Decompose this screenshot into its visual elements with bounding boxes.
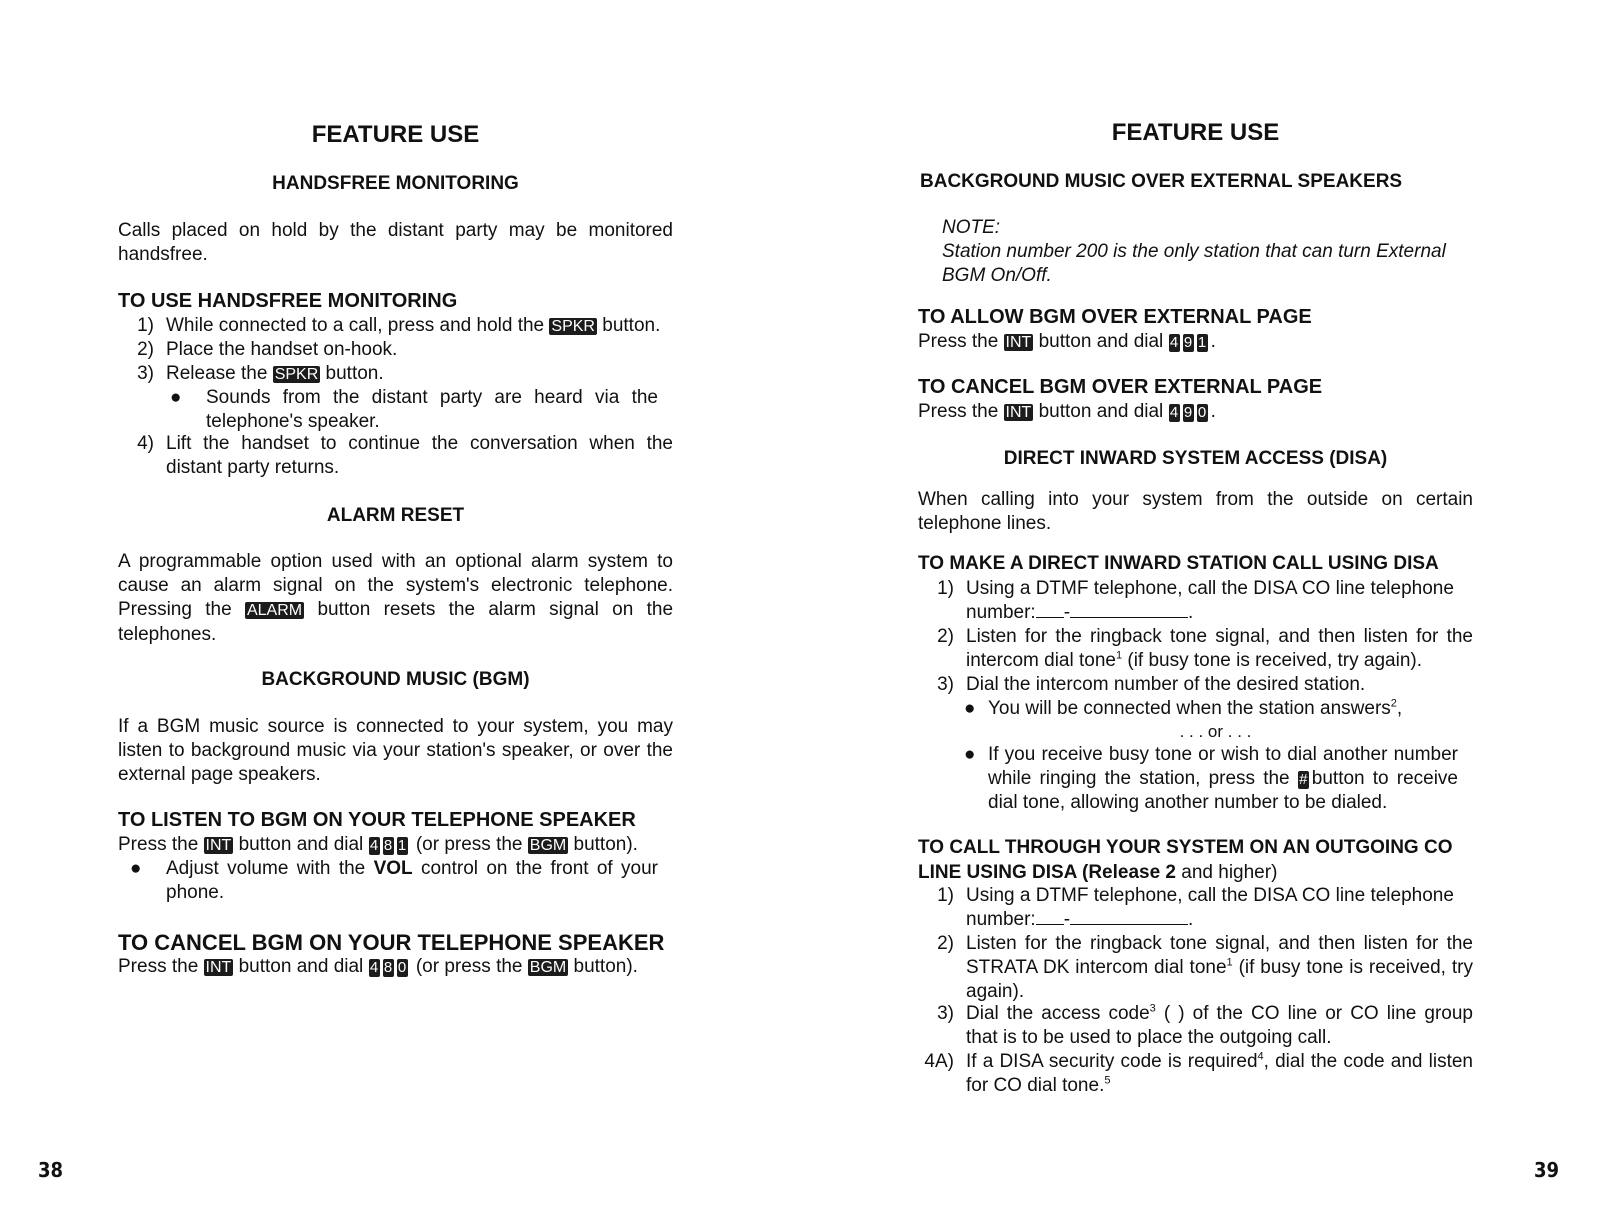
subheading-cancel-bgm: TO CANCEL BGM ON YOUR TELEPHONE SPEAKER — [118, 930, 665, 955]
bullet-item: ● If you receive busy tone or wish to dial another number while ringing the station, press the # button to receive dial tone, allowing another number to be dialed. — [964, 744, 1458, 813]
bullet-item: ● Adjust volume with the VOL control on the front of your phone. — [130, 858, 659, 903]
bullet-item: ● You will be connected when the station answers$^2$, — [964, 697, 1403, 719]
digit-key-icon: 4 — [369, 959, 379, 976]
section-heading-disa: DIRECT INWARD SYSTEM ACCESS (DISA) — [1003, 448, 1388, 469]
page-number-left: 38 — [38, 1158, 64, 1182]
spkr-key-icon: SPKR — [551, 318, 595, 335]
list-item: 1) Using a DTMF telephone, call the DISA CO line telephone number: - . — [937, 578, 1454, 623]
digit-key-icon: 8 — [383, 837, 393, 854]
subheading-use-handsfree: TO USE HANDSFREE MONITORING — [118, 290, 458, 312]
digit-key-icon: 8 — [383, 959, 393, 976]
blank-field — [1036, 601, 1064, 618]
digit-key-icon: 0 — [1197, 404, 1207, 421]
note-label: NOTE: — [942, 217, 1001, 238]
list-item: 4A) If a DISA security code is required$^4$, dial the code and listen for CO dial tone.$^5$ — [924, 1050, 1473, 1096]
bullet-icon: ● — [964, 744, 976, 765]
subheading-outgoing-co-line1: TO CALL THROUGH YOUR SYSTEM ON AN OUTGOING CO — [918, 837, 1453, 858]
digit-key-icon: 4 — [1169, 334, 1179, 351]
digit-key-icon: 4 — [1169, 404, 1179, 421]
allow-bgm-instruction: Press the INT button and dial 4 9 1 . — [918, 331, 1216, 352]
list-item: 2) Listen for the ringback tone signal, and then listen for the intercom dial tone$^1$ (if busy tone is received, try again). — [937, 626, 1473, 671]
digit-key-icon: 9 — [1183, 334, 1193, 351]
bgm-key-icon: BGM — [529, 837, 567, 854]
list-item: 1) While connected to a call, press and hold the SPKR button. — [137, 315, 661, 336]
list-item: 4) Lift the handset to continue the conversation when the distant party returns. — [137, 433, 673, 478]
blank-field — [1070, 908, 1188, 925]
digit-key-icon: 1 — [397, 837, 407, 854]
subheading-outgoing-co-line2: LINE USING DISA (Release 2 and higher) — [918, 862, 1278, 883]
bullet-icon: ● — [964, 698, 976, 719]
digit-key-icon: 1 — [1197, 334, 1207, 351]
subheading-listen-bgm: TO LISTEN TO BGM ON YOUR TELEPHONE SPEAKER — [118, 809, 636, 831]
blank-field — [1070, 601, 1188, 618]
list-item: 1) Using a DTMF telephone, call the DISA CO line telephone number: - . — [937, 885, 1454, 930]
or-separator: . . . or . . . — [1179, 722, 1252, 741]
list-item: 2) Listen for the ringback tone signal, and then listen for the STRATA DK intercom dial tone$^1$ (if busy tone is received, try again). — [937, 933, 1473, 1002]
bullet-icon: ● — [130, 858, 142, 879]
alarm-key-icon: ALARM — [246, 602, 303, 619]
int-key-icon: INT — [1005, 404, 1032, 421]
section-heading-alarm-reset: ALARM RESET — [326, 505, 465, 526]
int-key-icon: INT — [1005, 334, 1032, 351]
list-item: 3) Release the SPKR button. — [137, 363, 384, 384]
digit-key-icon: 0 — [397, 959, 407, 976]
bullet-icon: ● — [170, 387, 182, 408]
note-text: Station number 200 is the only station that can turn External BGM On/Off. — [942, 241, 1446, 286]
section-heading-bgm-external: BACKGROUND MUSIC OVER EXTERNAL SPEAKERS — [920, 171, 1403, 192]
pound-key-icon: # — [1299, 771, 1308, 788]
cancel-bgm-instruction: Press the INT button and dial 4 8 0 (or press the BGM button). — [118, 956, 638, 977]
alarm-reset-text: A programmable option used with an optional alarm system to cause an alarm signal on the system's electronic telephone. Pressing the ALARM button resets the alarm signal on the telephones. — [118, 551, 674, 645]
list-item: 3) Dial the intercom number of the desired station. — [937, 674, 1366, 695]
page-title: FEATURE USE — [311, 121, 480, 148]
subheading-station-call-disa: TO MAKE A DIRECT INWARD STATION CALL USING DISA — [918, 553, 1439, 574]
section-heading-bgm: BACKGROUND MUSIC (BGM) — [261, 669, 530, 690]
blank-field — [1036, 908, 1064, 925]
list-item: 2) Place the handset on-hook. — [137, 339, 398, 360]
bgm-key-icon: BGM — [529, 959, 567, 976]
digit-key-icon: 9 — [1183, 404, 1193, 421]
listen-bgm-instruction: Press the INT button and dial 4 8 1 (or press the BGM button). — [118, 834, 638, 855]
spkr-key-icon: SPKR — [274, 366, 319, 383]
list-item: 3) Dial the access code$^3$ ( ) of the CO line or CO line group that is to be used to place the outgoing call. — [937, 1002, 1473, 1048]
bullet-item: ● Sounds from the distant party are heard via the telephone's speaker. — [170, 387, 658, 432]
page-title: FEATURE USE — [1111, 119, 1280, 146]
page-number-right: 39 — [1534, 1158, 1560, 1182]
handsfree-intro: Calls placed on hold by the distant party may be monitored handsfree. — [118, 220, 673, 265]
cancel-bgm-external-instruction: Press the INT button and dial 4 9 0 . — [918, 401, 1216, 422]
disa-intro: When calling into your system from the outside on certain telephone lines. — [918, 489, 1473, 534]
int-key-icon: INT — [205, 837, 232, 854]
bgm-intro: If a BGM music source is connected to your system, you may listen to background music via your station's speaker, or over the external page speakers. — [118, 716, 673, 785]
subheading-allow-bgm: TO ALLOW BGM OVER EXTERNAL PAGE — [918, 306, 1312, 328]
digit-key-icon: 4 — [369, 837, 379, 854]
section-heading-handsfree-monitoring: HANDSFREE MONITORING — [272, 173, 519, 194]
subheading-cancel-bgm-external: TO CANCEL BGM OVER EXTERNAL PAGE — [918, 376, 1323, 398]
int-key-icon: INT — [205, 959, 232, 976]
